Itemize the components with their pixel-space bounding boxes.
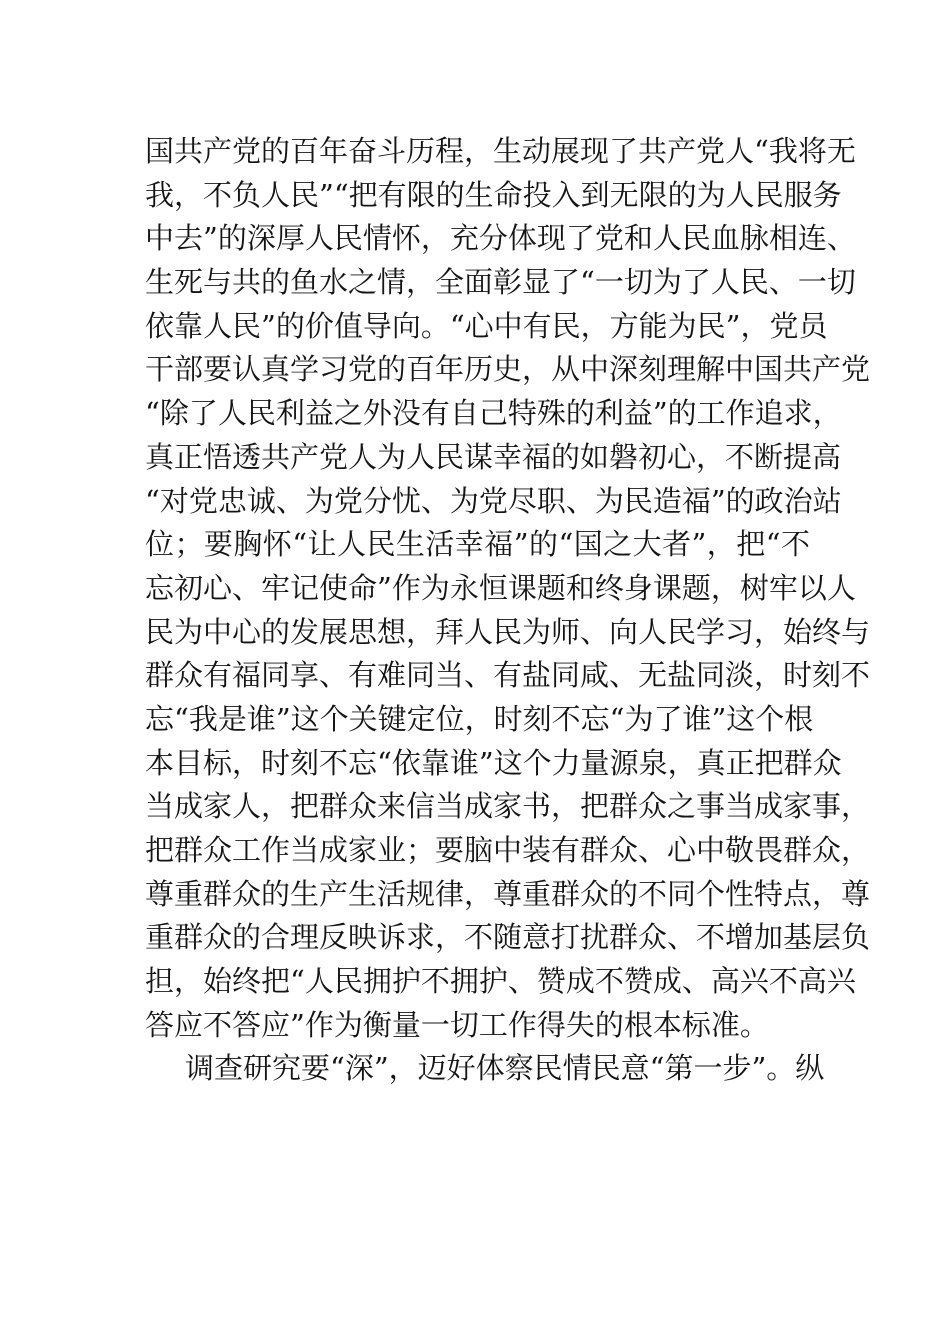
text-line: 我，不负人民”“把有限的生命投入到无限的为人民服务 (145, 177, 842, 212)
text-line: 本目标，时刻不忘“依靠谁”这个力量源泉，真正把群众 (145, 745, 842, 780)
text-line: 依靠人民”的价值导向。“心中有民，方能为民”，党员 (145, 308, 828, 343)
text-line: 忘初心、牢记使命”作为永恒课题和终身课题，树牢以人 (145, 570, 856, 605)
text-line: 把群众工作当成家业；要脑中装有群众、心中敬畏群众， (145, 833, 871, 867)
text-line: 真正悟透共产党人为人民谋幸福的如磐初心，不断提高 (145, 439, 842, 474)
text-line: 担，始终把“人民拥护不拥护、赞成不赞成、高兴不高兴 (145, 964, 856, 999)
paragraph-start-line: 调查研究要“深”，迈好体察民情民意“第一步”。纵 (185, 1051, 825, 1086)
body-text (145, 130, 871, 1091)
text-line: 国共产党的百年奋斗历程，生动展现了共产党人“我将无 (145, 134, 856, 168)
text-line: 中去”的深厚人民情怀，充分体现了党和人民血脉相连、 (145, 221, 856, 256)
text-line: “对党忠诚、为党分忧、为党尽职、为民造福”的政治站 (145, 483, 842, 518)
text-line: 当成家人，把群众来信当成家书，把群众之事当成家事， (145, 789, 871, 824)
text-line: 群众有福同享、有难同当、有盐同咸、无盐同淡，时刻不 (145, 658, 871, 693)
text-line: 重群众的合理反映诉求，不随意打扰群众、不增加基层负 (145, 920, 871, 955)
text-line: 民为中心的发展思想，拜人民为师、向人民学习，始终与 (145, 614, 871, 649)
text-line: “除了人民利益之外没有自己特殊的利益”的工作追求， (145, 396, 842, 431)
paragraph-end-line: 答应不答应”作为衡量一切工作得失的根本标准。 (145, 1007, 769, 1042)
text-line: 忘“我是谁”这个关键定位，时刻不忘“为了谁”这个根 (145, 701, 814, 736)
text-line: 位；要胸怀“让人民生活幸福”的“国之大者”，把“不 (145, 527, 810, 562)
text-line: 尊重群众的生产生活规律，尊重群众的不同个性特点，尊 (145, 876, 871, 911)
text-line: 生死与共的鱼水之情，全面彰显了“一切为了人民、一切 (145, 265, 856, 300)
text-line: 干部要认真学习党的百年历史，从中深刻理解中国共产党 (145, 352, 871, 387)
